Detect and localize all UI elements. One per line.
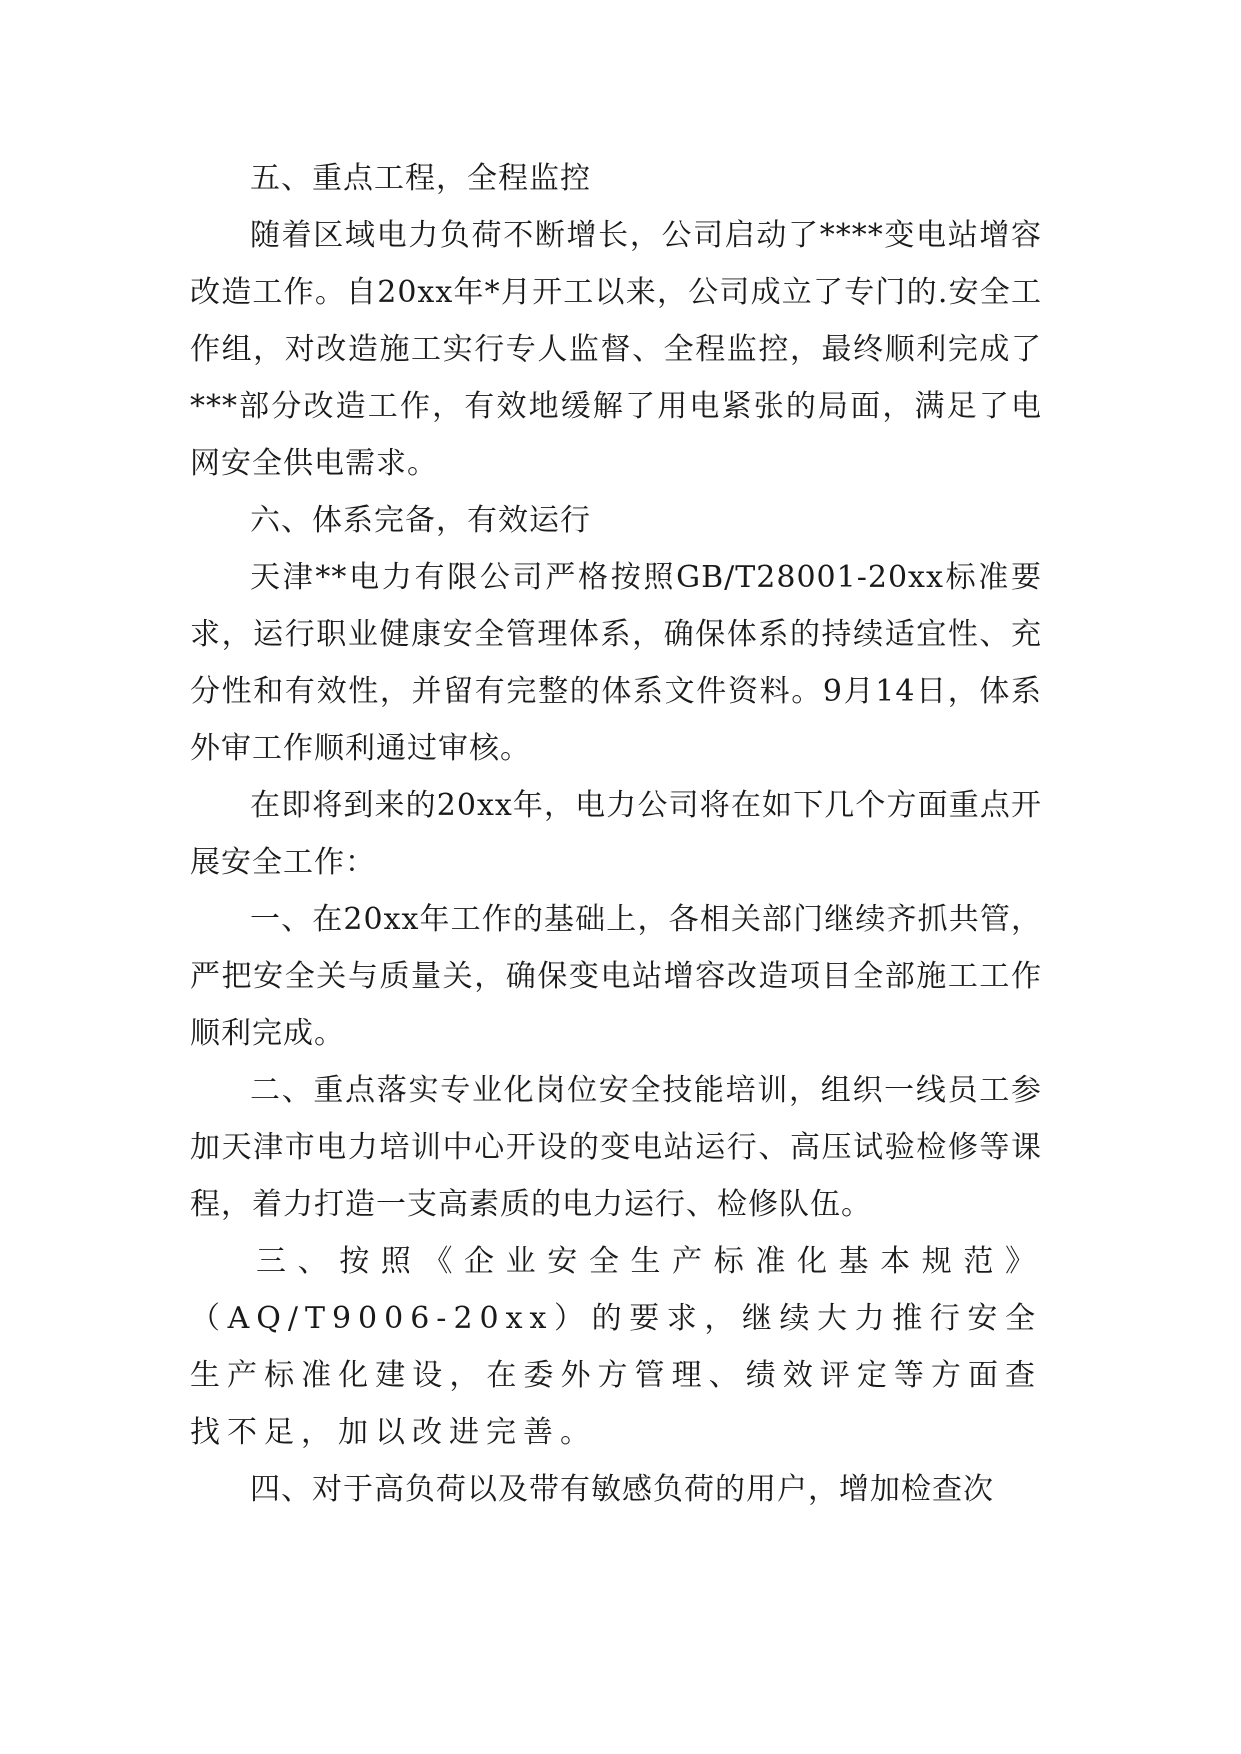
plan-item-2: 二、重点落实专业化岗位安全技能培训，组织一线员工参加天津市电力培训中心开设的变电站运行、高压试验检修等课程，着力打造一支高素质的电力运行、检修队伍。: [190, 1073, 1042, 1222]
paragraph-management-system: 天津**电力有限公司严格按照GB/T28001-20xx标准要求，运行职业健康安全管理体系，确保体系的持续适宜性、充分性和有效性，并留有完整的体系文件资料。9月14日，体系外审工作顺利通过审核。: [190, 560, 1042, 766]
paragraph-next-year-intro: 在即将到来的20xx年，电力公司将在如下几个方面重点开展安全工作：: [190, 788, 1042, 880]
paragraph-substation-upgrade: 随着区域电力负荷不断增长，公司启动了****变电站增容改造工作。自20xx年*月开工以来，公司成立了专门的.安全工作组，对改造施工实行专人监督、全程监控，最终顺利完成了***部分改造工作，有效地缓解了用电紧张的局面，满足了电网安全供电需求。: [190, 218, 1042, 481]
plan-item-3: 三、按照《企业安全生产标准化基本规范》（AQ/T9006-20xx）的要求，继续大力推行安全生产标准化建设，在委外方管理、绩效评定等方面查找不足，加以改进完善。: [190, 1244, 1042, 1450]
document-body: [190, 150, 1042, 1518]
section-heading-6: 六、体系完备，有效运行: [250, 503, 591, 538]
plan-item-1: 一、在20xx年工作的基础上，各相关部门继续齐抓共管，严把安全关与质量关，确保变电站增容改造项目全部施工工作顺利完成。: [190, 902, 1042, 1051]
section-heading-5: 五、重点工程，全程监控: [250, 161, 591, 196]
plan-item-4: 四、对于高负荷以及带有敏感负荷的用户，增加检查次: [250, 1472, 994, 1507]
